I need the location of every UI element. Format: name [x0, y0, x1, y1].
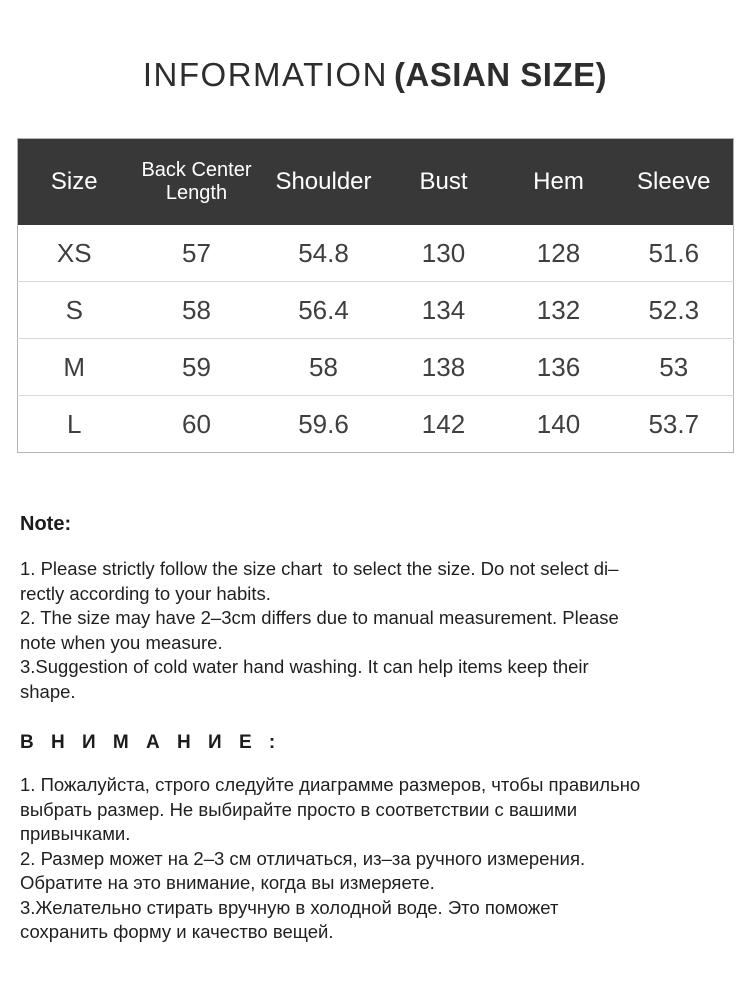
- page-title: [0, 0, 750, 95]
- note-section: [20, 453, 732, 945]
- cell-shoulder: 56.4: [263, 282, 385, 339]
- note-heading: Note:: [20, 513, 72, 535]
- note-line: 1. Please strictly follow the size chart to select the size. Do not select di–: [20, 558, 619, 579]
- cell-shoulder: 59.6: [263, 396, 385, 453]
- cell-bust: 134: [385, 282, 503, 339]
- cell-sleeve: 51.6: [615, 225, 734, 282]
- cell-hem: 132: [503, 282, 615, 339]
- attention-heading: В Н И М А Н И Е :: [20, 732, 282, 753]
- cell-back-center-length: 59: [131, 339, 263, 396]
- title-regular-text: INFORMATION: [142, 56, 388, 93]
- table-row-s: [18, 282, 734, 339]
- size-table: [17, 138, 734, 453]
- note-text: [20, 557, 732, 704]
- cell-sleeve: 52.3: [615, 282, 734, 339]
- note-line: 2. The size may have 2–3cm differs due to manual measurement. Please: [20, 607, 619, 628]
- attention-line: Обратите на это внимание, когда вы измеряете.: [20, 872, 435, 893]
- note-line: 3.Suggestion of cold water hand washing. It can help items keep their: [20, 656, 589, 677]
- column-header-back-center-length: Back Center Length: [131, 139, 263, 226]
- column-header-hem: Hem: [503, 139, 615, 226]
- column-header-bust: Bust: [385, 139, 503, 226]
- column-header-shoulder: Shoulder: [263, 139, 385, 226]
- table-row-m: [18, 339, 734, 396]
- attention-line: сохранить форму и качество вещей.: [20, 921, 334, 942]
- cell-bust: 138: [385, 339, 503, 396]
- attention-line: 2. Размер может на 2–3 см отличаться, из–за ручного измерения.: [20, 847, 586, 869]
- attention-line: 1. Пожалуйста, строго следуйте диаграмме размеров, чтобы правильно: [20, 774, 641, 795]
- title-bold-text: (ASIAN SIZE): [393, 56, 608, 93]
- cell-hem: 128: [503, 225, 615, 282]
- attention-line: 3.Желательно стирать вручную в холодной воде. Это поможет: [20, 896, 559, 918]
- column-header-size: Size: [18, 139, 131, 226]
- cell-hem: 140: [503, 396, 615, 453]
- cell-size: S: [18, 282, 131, 339]
- note-line: note when you measure.: [20, 631, 223, 653]
- cell-back-center-length: 58: [131, 282, 263, 339]
- cell-shoulder: 54.8: [263, 225, 385, 282]
- cell-size: L: [18, 396, 131, 453]
- table-header-row: [18, 139, 734, 226]
- cell-sleeve: 53.7: [615, 396, 734, 453]
- cell-bust: 130: [385, 225, 503, 282]
- attention-line: привычками.: [20, 823, 131, 844]
- attention-text: [20, 773, 732, 945]
- attention-line: выбрать размер. Не выбирайте просто в соответствии с вашими: [20, 798, 578, 820]
- cell-size: M: [18, 339, 131, 396]
- table-row-l: [18, 396, 734, 453]
- cell-back-center-length: 60: [131, 396, 263, 453]
- note-line: rectly according to your habits.: [20, 582, 271, 604]
- cell-size: XS: [18, 225, 131, 282]
- table-row-xs: [18, 225, 734, 282]
- note-line: shape.: [20, 680, 76, 702]
- cell-shoulder: 58: [263, 339, 385, 396]
- cell-sleeve: 53: [615, 339, 734, 396]
- cell-back-center-length: 57: [131, 225, 263, 282]
- column-header-sleeve: Sleeve: [615, 139, 734, 226]
- cell-bust: 142: [385, 396, 503, 453]
- cell-hem: 136: [503, 339, 615, 396]
